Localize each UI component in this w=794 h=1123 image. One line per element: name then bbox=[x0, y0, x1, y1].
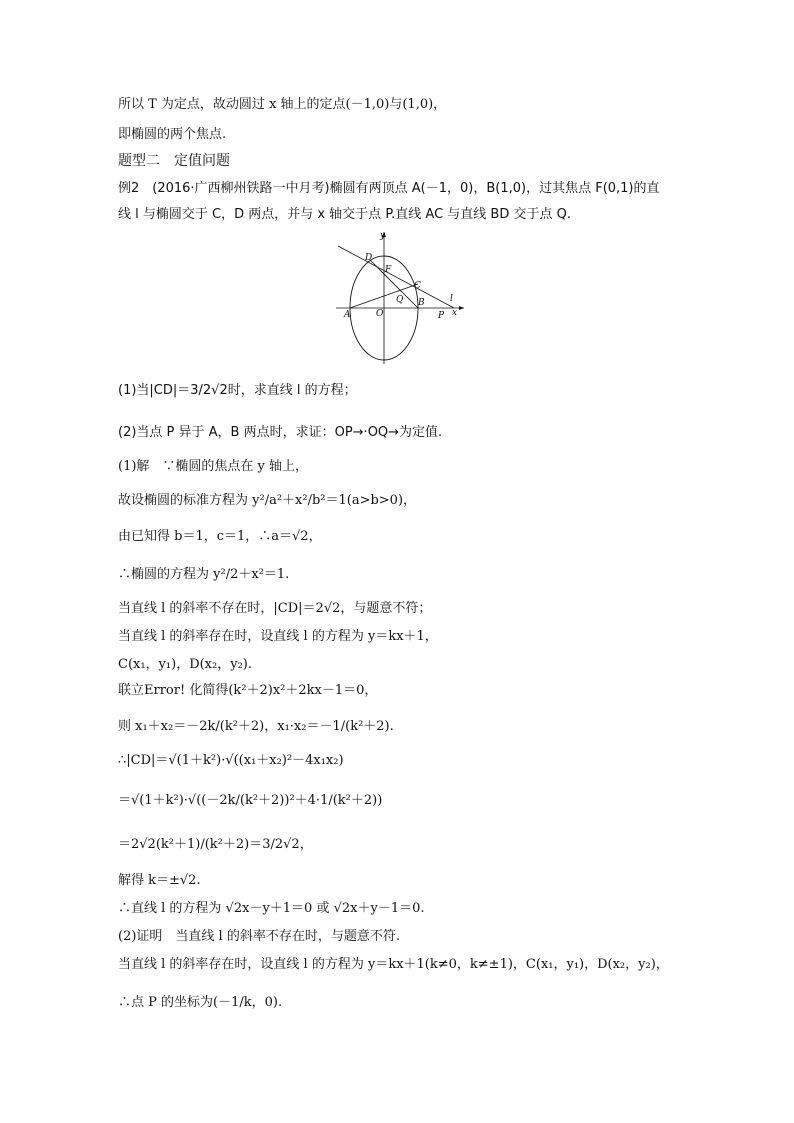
solution-line-10: ∴|CD|＝√(1＋k²)·√((x₁＋x₂)²－4x₁x₂) bbox=[118, 753, 344, 768]
label-f: F bbox=[385, 265, 392, 275]
question-2: (2)当点 P 异于 A，B 两点时，求证：OP→·OQ→为定值. bbox=[118, 425, 443, 440]
section-heading: 题型二 定值问题 bbox=[118, 153, 230, 169]
label-c: C bbox=[414, 281, 421, 291]
x-axis-arrow bbox=[459, 306, 464, 310]
solution-line-8: 联立Error! 化简得(k²＋2)x²＋2kx－1＝0， bbox=[118, 683, 378, 698]
label-d: D bbox=[365, 253, 373, 263]
solution-line-11: ＝√(1＋k²)·√((－2k/(k²＋2))²＋4·1/(k²＋2)) bbox=[118, 793, 383, 808]
example-line-2: 线 l 与椭圆交于 C，D 两点，并与 x 轴交于点 P.直线 AC 与直线 BD 交于点 Q. bbox=[118, 207, 571, 222]
solution-line-2: 故设椭圆的标准方程为 y²/a²＋x²/b²＝1(a>b>0)， bbox=[118, 493, 417, 508]
solution-line-6: 当直线 l 的斜率存在时，设直线 l 的方程为 y＝kx＋1， bbox=[118, 629, 438, 644]
line-bd bbox=[370, 260, 418, 308]
solution-line-1: (1)解 ∵椭圆的焦点在 y 轴上， bbox=[118, 459, 309, 474]
solution-line-13: 解得 k＝±√2. bbox=[118, 873, 201, 888]
solution-line-9: 则 x₁＋x₂＝－2k/(k²＋2)，x₁·x₂＝－1/(k²＋2). bbox=[118, 719, 394, 734]
example-line-1: 例2 (2016·广西柳州铁路一中月考)椭圆有两顶点 A(－1，0)，B(1,0)，过其焦点 F(0,1)的直 bbox=[118, 181, 660, 196]
solution-line-7: C(x₁，y₁)，D(x₂，y₂). bbox=[118, 657, 252, 672]
label-a: A bbox=[344, 310, 351, 320]
label-x: x bbox=[452, 308, 458, 318]
proof-line-2: 当直线 l 的斜率存在时，设直线 l 的方程为 y＝kx＋1(k≠0，k≠±1)，C(x₁，y₁)，D(x₂，y₂)， bbox=[118, 957, 669, 972]
label-b: B bbox=[418, 298, 425, 308]
ellipse-figure bbox=[336, 228, 466, 368]
proof-line-3: ∴点 P 的坐标为(－1/k，0). bbox=[118, 995, 283, 1010]
text-line-2: 即椭圆的两个焦点. bbox=[118, 127, 227, 142]
label-l: l bbox=[450, 294, 453, 304]
question-1: (1)当|CD|＝3/2√2时，求直线 l 的方程； bbox=[118, 383, 357, 398]
label-p: P bbox=[438, 311, 445, 321]
label-o: O bbox=[376, 309, 384, 319]
text-line-1: 所以 T 为定点，故动圆过 x 轴上的定点(－1,0)与(1,0)， bbox=[118, 97, 447, 112]
solution-line-12: ＝2√2(k²＋1)/(k²＋2)＝3/2√2， bbox=[118, 837, 313, 852]
solution-line-5: 当直线 l 的斜率不存在时，|CD|＝2√2，与题意不符； bbox=[118, 601, 432, 616]
proof-line-1: (2)证明 当直线 l 的斜率不存在时，与题意不符. bbox=[118, 929, 400, 944]
label-y: y bbox=[380, 231, 386, 241]
label-q: Q bbox=[396, 295, 404, 305]
solution-line-14: ∴直线 l 的方程为 √2x－y＋1＝0 或 √2x＋y－1＝0. bbox=[118, 901, 425, 916]
solution-line-3: 由已知得 b＝1，c＝1，∴a＝√2， bbox=[118, 529, 322, 544]
solution-line-4: ∴椭圆的方程为 y²/2＋x²＝1. bbox=[118, 567, 290, 582]
